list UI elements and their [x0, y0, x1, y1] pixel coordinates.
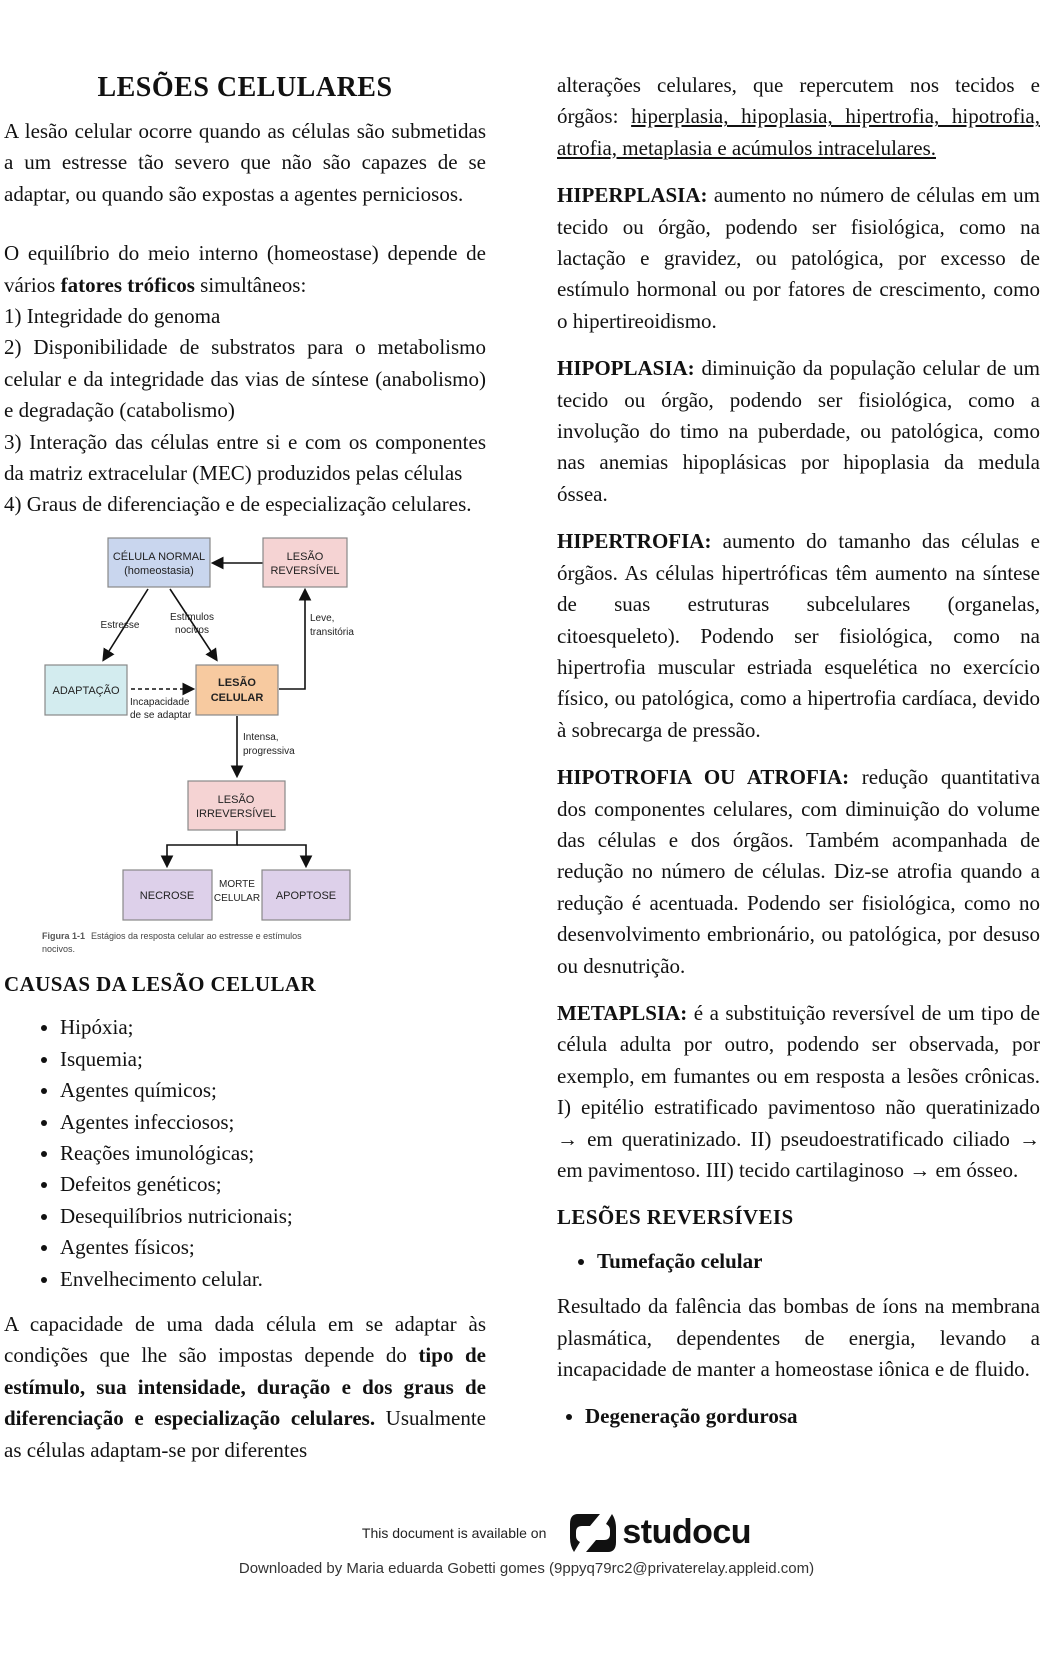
- arrow-label: Incapacidade: [130, 696, 190, 708]
- cell-injury-diagram: [30, 525, 370, 955]
- box-label: APOPTOSE: [275, 889, 337, 902]
- cause-item: • Hipóxia;: [60, 1012, 486, 1043]
- degeneracao-list: [557, 1401, 1040, 1432]
- degeneracao-heading: • Degeneração gordurosa: [585, 1401, 1040, 1432]
- box-label: CELULAR: [210, 691, 264, 704]
- arrow-label: transitória: [310, 626, 354, 638]
- arrow-label: Estímulos: [170, 611, 214, 623]
- cause-item: • Agentes físicos;: [60, 1232, 486, 1263]
- box-label: REVERSÍVEL: [270, 564, 340, 577]
- arrow-label: Intensa,: [243, 731, 279, 743]
- footer-row: [60, 1510, 1053, 1556]
- page-title: LESÕES CELULARES: [97, 72, 393, 103]
- causes-heading: CAUSAS DA LESÃO CELULAR: [4, 971, 317, 996]
- studocu-logo[interactable]: [570, 1510, 751, 1556]
- box-label: LESÃO: [218, 676, 256, 689]
- cause-item: • Agentes infecciosos;: [60, 1107, 486, 1138]
- cause-item: • Reações imunológicas;: [60, 1138, 486, 1169]
- tumefacao-paragraph: Resultado da falência das bombas de íons na membrana plasmática, dependentes de energia, levando a incapacidade de manter a homeostase iônica e de fluido.: [557, 1294, 1040, 1382]
- box-label: IRREVERSÍVEL: [195, 807, 277, 820]
- intro-paragraph: A lesão celular ocorre quando as células são submetidas a um estresse tão severo que não são capazes de se adaptar, ou quando são expostas a agentes perniciosos.: [4, 119, 486, 206]
- left-column: [4, 66, 486, 1482]
- homeostasis-paragraph: O equilíbrio do meio interno (homeostase) depende de vários fatores tróficos simultâneos:: [4, 241, 486, 297]
- metaplasia-paragraph: METAPLSIA: é a substituição reversível de um tipo de célula adulta por outro, podendo ser observada, por exemplo, em fumantes ou em resposta a lesões crônicas. I) epitélio estratificado pavimentoso não queratinizado → em queratinizado. II) pseudoestratificado ciliado → em pavimentoso. III) tecido cartilaginoso → em ósseo.: [557, 1000, 1040, 1182]
- cause-item: • Isquemia;: [60, 1044, 486, 1075]
- arrow-label: Estresse: [100, 619, 140, 631]
- figure-caption-line2: nocivos.: [42, 943, 76, 954]
- hipoplasia-paragraph: HIPOPLASIA: diminuição da população celular de um tecido ou órgão, podendo ser fisiológica, como a involução do timo na puberdade, ou patológica, como nas anemias hipoplásicas por hipoplasia da medula óssea.: [557, 356, 1040, 506]
- factor-item: 2) Disponibilidade de substratos para o metabolismo celular e da integridade das vias de síntese (anabolismo) e degradação (catabolismo): [4, 335, 486, 423]
- studocu-logo-icon: [570, 1510, 616, 1556]
- right-column: [557, 66, 1040, 1447]
- hiperplasia-paragraph: HIPERPLASIA: aumento no número de células em um tecido ou órgão, podendo ser fisiológica, como na lactação e gravidez, ou patológica, por excesso de estímulo hormonal ou por fatores de crescimento, como o hipertireoidismo.: [557, 183, 1040, 333]
- cause-item: • Envelhecimento celular.: [60, 1264, 486, 1295]
- box-label: (homeostasia): [124, 564, 194, 577]
- reversible-heading: LESÕES REVERSÍVEIS: [557, 1205, 794, 1230]
- causes-list: [4, 1012, 486, 1295]
- box-label: LESÃO: [217, 793, 255, 806]
- tumefacao-heading: • Tumefação celular: [597, 1246, 1040, 1277]
- tumefacao-list: [557, 1246, 1040, 1277]
- footer-available-text: This document is available on: [361, 1524, 547, 1541]
- box-label: LESÃO: [286, 550, 324, 563]
- arrow-label: de se adaptar: [130, 709, 192, 721]
- box-lesao-celular: [196, 665, 278, 715]
- hipertrofia-paragraph: HIPERTROFIA: aumento do tamanho das células e órgãos. As células hipertróficas têm aumento na síntese de suas estruturas subcelulares (organelas, citoesqueleto). Podendo ser fisiológica, como na hipertrofia muscular estriada esquelética no exercício físico, ou patológica, como a hipertrofia cardíaca, devido à sobrecarga de pressão.: [557, 529, 1040, 742]
- adaptation-paragraph: A capacidade de uma dada célula em se adaptar às condições que lhe são impostas depende do tipo de estímulo, sua intensidade, duração e dos graus de diferenciação e especialização celulares. Usualmente as células adaptam-se por diferentes: [4, 1311, 486, 1462]
- arrow-label: Leve,: [310, 612, 335, 624]
- box-label: ADAPTAÇÃO: [52, 684, 120, 697]
- box-label: NECROSE: [139, 889, 195, 902]
- alterations-paragraph: alterações celulares, que repercutem nos tecidos e órgãos: hiperplasia, hipoplasia, hipertrofia, hipotrofia, atrofia, metaplasia e acúmulos intracelulares.: [557, 73, 1040, 160]
- cause-item: • Agentes químicos;: [60, 1075, 486, 1106]
- factor-item: 1) Integridade do genoma: [4, 304, 221, 329]
- cause-item: • Desequilíbrios nutricionais;: [60, 1201, 486, 1232]
- arrow-label: CELULAR: [213, 892, 261, 904]
- footer: [0, 1510, 1053, 1583]
- studocu-brand: studocu: [622, 1513, 752, 1552]
- hipotrofia-paragraph: HIPOTROFIA OU ATROFIA: redução quantitativa dos componentes celulares, com diminuição do volume das células e dos órgãos. Também acompanhada de redução no número de células. Diz-se atrofia quando a redução é acentuada. Podendo ser fisiológica, como no desenvolvimento embrionário, ou patológica, por desuso ou desnutrição.: [557, 765, 1041, 978]
- arrow-label: MORTE: [219, 878, 255, 890]
- cause-item: • Defeitos genéticos;: [60, 1169, 486, 1200]
- arrow-label: progressiva: [243, 745, 295, 757]
- factor-item: 3) Interação das células entre si e com os componentes da matriz extracelular (MEC) produzidos pelas células: [4, 429, 486, 486]
- factor-item: 4) Graus de diferenciação e de especialização celulares.: [4, 492, 472, 517]
- box-label: CÉLULA NORMAL: [112, 550, 206, 563]
- figure-caption: Figura 1-1 Estágios da resposta celular ao estresse e estímulos: [42, 930, 302, 941]
- arrow-label: nocivos: [175, 624, 209, 636]
- footer-downloaded-by: Downloaded by Maria eduarda Gobetti gomes (9ppyq79rc2@privaterelay.appleid.com): [238, 1559, 815, 1577]
